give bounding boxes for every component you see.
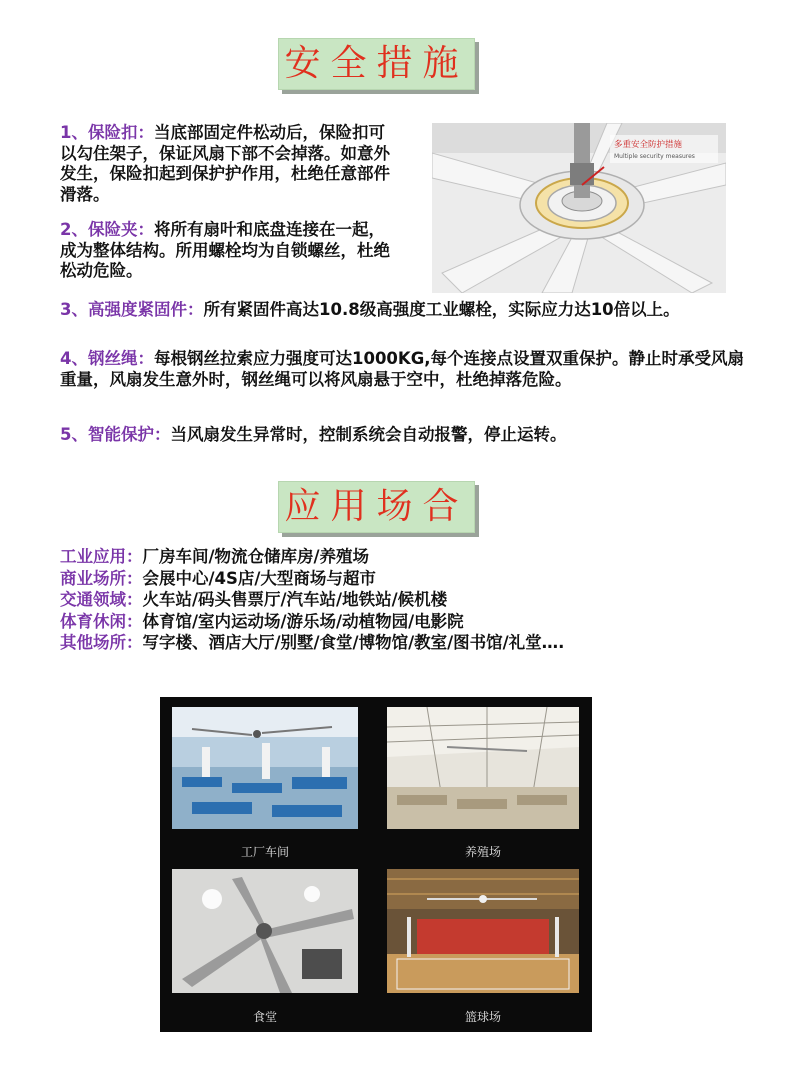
safety-item-label: 4、钢丝绳： bbox=[60, 349, 154, 368]
photo-label: 多重安全防护措施 bbox=[614, 140, 683, 150]
application-gallery bbox=[160, 697, 592, 1032]
gallery-caption: 工厂车间 bbox=[240, 845, 289, 859]
application-text: 体育馆/室内运动场/游乐场/动植物园/电影院 bbox=[142, 611, 464, 631]
safety-item-label: 3、高强度紧固件： bbox=[60, 300, 204, 319]
safety-item-text: 每根钢丝拉索应力强度可达1000KG,每个连接点设置双重保护。静止时承受风扇重量，风扇发生意外时，钢丝绳可以将风扇悬于空中，杜绝掉落危险。 bbox=[60, 349, 745, 389]
gallery-caption: 养殖场 bbox=[464, 845, 501, 859]
application-row bbox=[60, 611, 760, 633]
farm-photo bbox=[387, 707, 579, 829]
applications-title: 应用场合 bbox=[278, 481, 475, 533]
safety-item-label: 1、保险扣： bbox=[60, 123, 154, 142]
safety-item-text: 所有紧固件高达10.8级高强度工业螺栓，实际应力达10倍以上。 bbox=[203, 300, 680, 319]
fan-hub-illustration bbox=[432, 123, 726, 293]
gallery-caption: 篮球场 bbox=[464, 1010, 501, 1024]
safety-item-1 bbox=[60, 123, 396, 205]
safety-item-text: 当底部固定件松动后，保险扣可以勾住架子，保证风扇下部不会掉落。如意外发生，保险扣起到保护护作用，杜绝任意部件滑落。 bbox=[60, 123, 390, 204]
safety-item-3 bbox=[60, 300, 750, 321]
application-text: 火车站/码头售票厅/汽车站/地铁站/候机楼 bbox=[142, 590, 448, 609]
safety-item-5 bbox=[60, 425, 750, 446]
application-text: 厂房车间/物流仓储库房/养殖场 bbox=[142, 547, 370, 566]
fan-safety-photo bbox=[432, 123, 726, 293]
photo-sublabel: Multiple security measures bbox=[614, 153, 695, 160]
basketball-court-photo bbox=[387, 869, 579, 993]
application-label: 工业应用： bbox=[60, 547, 143, 566]
application-text: 写字楼、酒店大厅/别墅/食堂/博物馆/教室/图书馆/礼堂…. bbox=[142, 633, 565, 652]
application-row bbox=[60, 589, 760, 611]
safety-item-2 bbox=[60, 220, 396, 282]
gallery-caption: 食堂 bbox=[252, 1010, 277, 1024]
safety-item-4 bbox=[60, 349, 750, 390]
application-row bbox=[60, 546, 760, 568]
safety-item-text: 将所有扇叶和底盘连接在一起，成为整体结构。所用螺栓均为自锁螺丝，杜绝松动危险。 bbox=[60, 220, 390, 280]
canteen-photo bbox=[172, 869, 358, 993]
application-row bbox=[60, 568, 760, 590]
applications-list bbox=[60, 546, 760, 654]
application-row bbox=[60, 632, 760, 654]
safety-item-label: 2、保险夹： bbox=[60, 220, 154, 239]
application-label: 商业场所： bbox=[60, 568, 143, 588]
safety-item-label: 5、智能保护： bbox=[60, 425, 171, 444]
application-label: 其他场所： bbox=[60, 633, 143, 652]
factory-photo bbox=[172, 707, 358, 829]
application-label: 交通领域： bbox=[60, 590, 143, 609]
safety-item-text: 当风扇发生异常时，控制系统会自动报警，停止运转。 bbox=[170, 425, 567, 444]
application-label: 体育休闲： bbox=[60, 611, 143, 631]
safety-title: 安全措施 bbox=[278, 38, 475, 90]
application-text: 会展中心/4S店/大型商场与超市 bbox=[142, 568, 376, 588]
